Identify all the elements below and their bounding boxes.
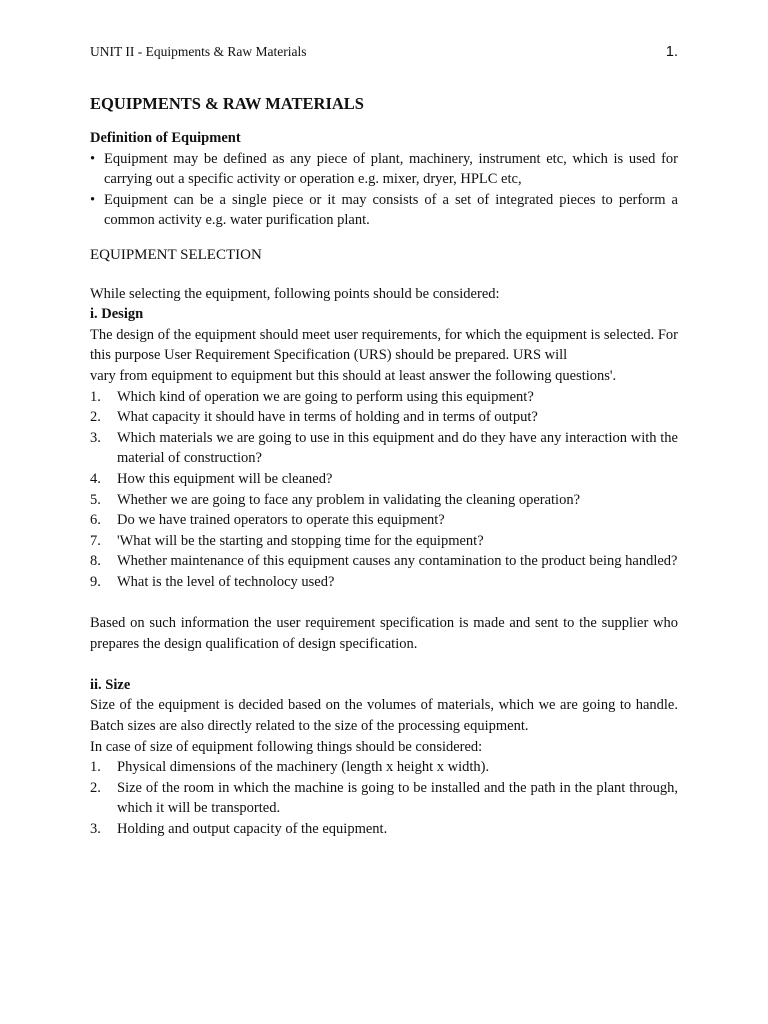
- list-item: [90, 428, 678, 469]
- list-item: [90, 531, 678, 552]
- list-text: 'What will be the starting and stopping time for the equipment?: [117, 532, 484, 549]
- list-item: [90, 819, 678, 840]
- list-item: [90, 551, 678, 572]
- list-number: 8.: [90, 553, 101, 570]
- design-paragraph: The design of the equipment should meet user requirements, for which the equipment is selected. For this purpose User Requirement Specification (URS) should be prepared. URS will: [90, 326, 678, 364]
- list-text: Which materials we are going to use in this equipment and do they have any interaction with the material of construction?: [117, 429, 678, 467]
- list-item: [90, 407, 678, 428]
- list-text: Which kind of operation we are going to perform using this equipment?: [117, 388, 534, 405]
- list-number: 2.: [90, 409, 101, 426]
- list-item: [90, 510, 678, 531]
- list-number: 1.: [90, 388, 101, 405]
- list-text: Whether maintenance of this equipment causes any contamination to the product being handled?: [117, 553, 678, 570]
- list-item: [90, 757, 678, 778]
- page-number: 1.: [665, 44, 678, 60]
- design-paragraph-continued: vary from equipment to equipment but this should at least answer the following questions'.: [90, 367, 617, 384]
- equipment-selection-heading: EQUIPMENT SELECTION: [90, 246, 262, 263]
- list-text: Physical dimensions of the machinery (length x height x width).: [117, 759, 490, 776]
- list-text: What is the level of technolocy used?: [117, 573, 335, 590]
- list-number: 1.: [90, 759, 101, 776]
- page-header: [90, 44, 680, 60]
- list-text: Holding and output capacity of the equipment.: [117, 821, 388, 837]
- list-number: 7.: [90, 532, 101, 549]
- design-conclusion: Based on such information the user requirement specification is made and sent to the supplier who prepares the design qualification of design specification.: [90, 615, 678, 652]
- list-item: [90, 778, 678, 819]
- urs-question-list: [90, 387, 678, 593]
- list-text: What capacity it should have in terms of holding and in terms of output?: [117, 409, 538, 426]
- size-paragraph: Size of the equipment is decided based on the volumes of materials, which we are going to handle. Batch sizes are also directly related to the size of the processing equipment.: [90, 697, 678, 735]
- list-number: 5.: [90, 491, 101, 508]
- document-body: [90, 93, 678, 840]
- definition-heading: Definition of Equipment: [90, 130, 241, 146]
- list-number: 4.: [90, 470, 101, 487]
- size-consideration-list: [90, 757, 678, 839]
- list-item: [90, 572, 678, 593]
- list-number: 3.: [90, 821, 101, 837]
- list-text: Size of the room in which the machine is going to be installed and the path in the plant through, which it will be transported.: [117, 779, 678, 817]
- size-considerations-intro: In case of size of equipment following things should be considered:: [90, 738, 483, 755]
- list-item: [90, 469, 678, 490]
- definition-bullet: • Equipment can be a single piece or it may consists of a set of integrated pieces to perform a common activity e.g. water purification plant.: [90, 190, 678, 231]
- list-number: 6.: [90, 512, 101, 529]
- selection-intro: While selecting the equipment, following points should be considered:: [90, 285, 500, 302]
- list-text: Whether we are going to face any problem in validating the cleaning operation?: [117, 491, 581, 508]
- list-number: 9.: [90, 573, 101, 590]
- list-item: [90, 387, 678, 408]
- header-title: UNIT II - Equipments & Raw Materials: [90, 44, 307, 59]
- list-text: How this equipment will be cleaned?: [117, 470, 333, 487]
- document-title: EQUIPMENTS & RAW MATERIALS: [90, 94, 364, 113]
- list-number: 2.: [90, 779, 101, 796]
- list-number: 3.: [90, 429, 101, 446]
- size-heading: ii. Size: [90, 676, 131, 693]
- list-text: Do we have trained operators to operate this equipment?: [117, 512, 445, 529]
- spacer: [90, 592, 678, 613]
- definition-bullet: • Equipment may be defined as any piece of plant, machinery, instrument etc, which is used for carrying out a specific activity or operation e.g. mixer, dryer, HPLC etc,: [90, 149, 678, 190]
- spacer: [90, 654, 678, 675]
- design-heading: i. Design: [90, 306, 144, 323]
- list-item: [90, 490, 678, 511]
- definition-bullet-list: [90, 149, 678, 231]
